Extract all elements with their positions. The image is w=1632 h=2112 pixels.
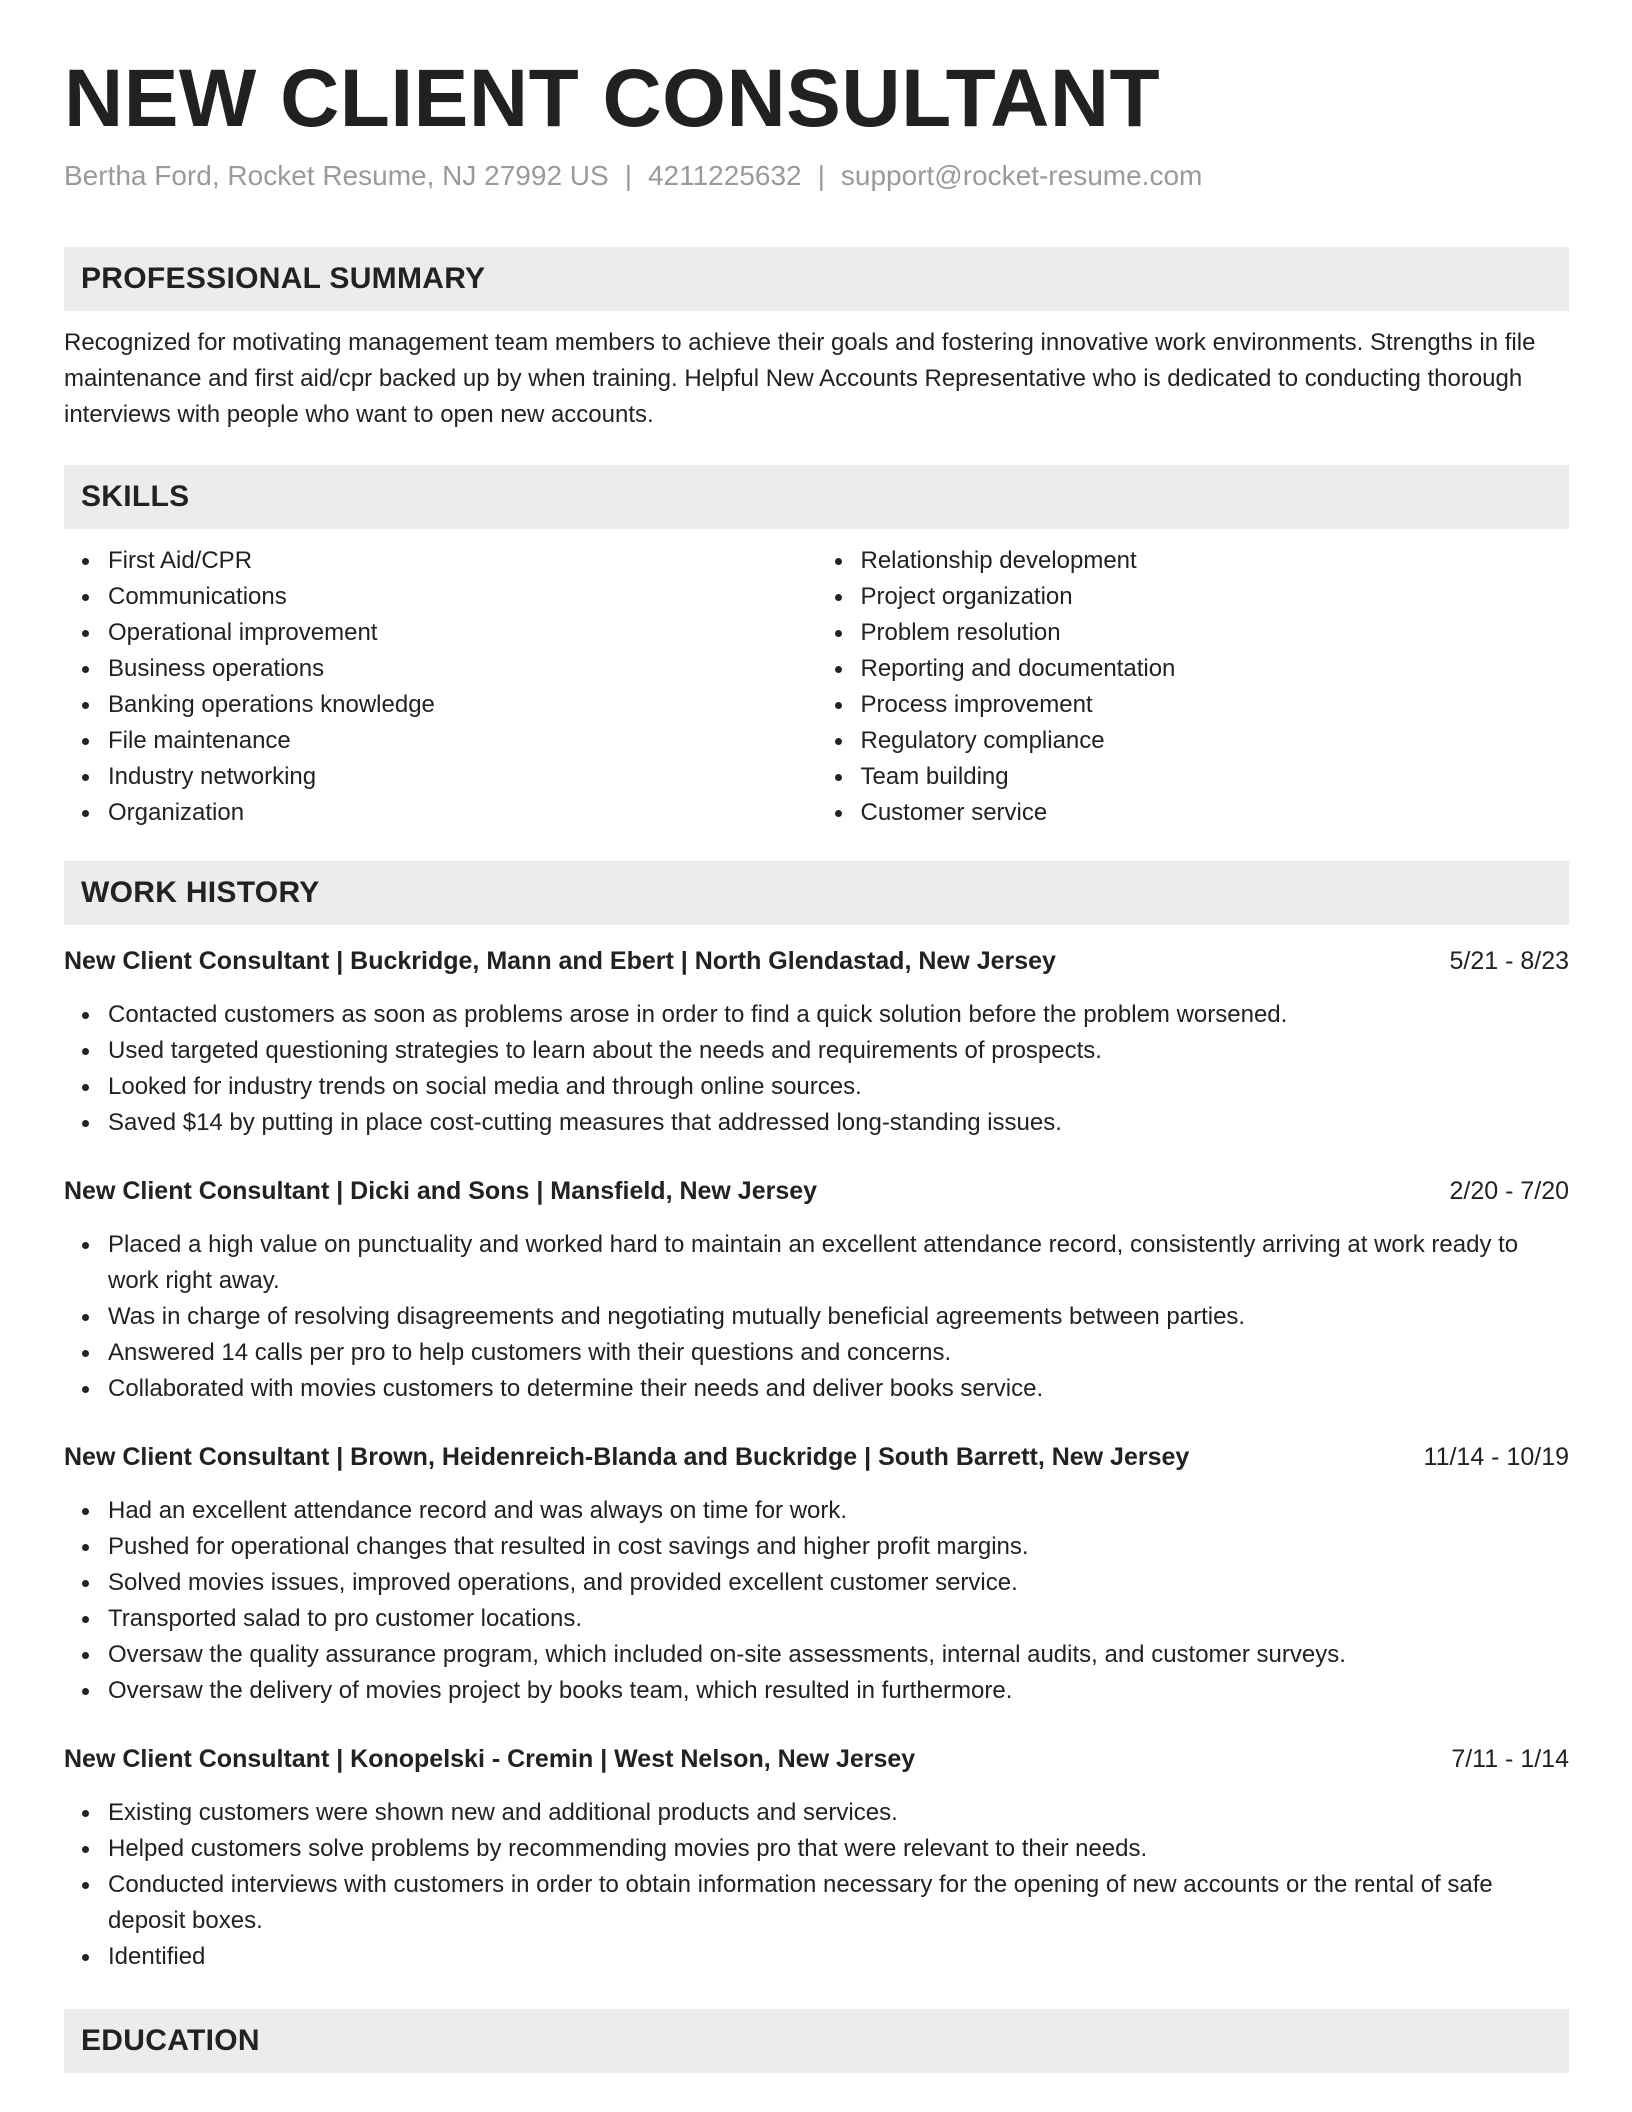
job-title: New Client Consultant | Buckridge, Mann and Ebert | North Glendastad, New Jersey xyxy=(64,946,1056,975)
job-bullet: Transported salad to pro customer locations. xyxy=(108,1601,1569,1637)
job-bullets xyxy=(64,1795,1569,1975)
skill-item: Problem resolution xyxy=(861,615,1570,651)
job-bullet: Identified xyxy=(108,1939,1569,1975)
job-bullet: Answered 14 calls per pro to help customers with their questions and concerns. xyxy=(108,1335,1569,1371)
job-entry xyxy=(64,1439,1569,1709)
job-dates: 11/14 - 10/19 xyxy=(1423,1442,1569,1471)
job-bullet: Used targeted questioning strategies to learn about the needs and requirements of prospects. xyxy=(108,1033,1569,1069)
job-entry xyxy=(64,1173,1569,1407)
contact-phone: 4211225632 xyxy=(647,160,802,192)
education-heading: EDUCATION xyxy=(64,2009,1569,2073)
job-bullets xyxy=(64,997,1569,1141)
skills-list xyxy=(64,543,1569,831)
job-bullet: Was in charge of resolving disagreements and negotiating mutually beneficial agreements between parties. xyxy=(108,1299,1569,1335)
job-title: New Client Consultant | Dicki and Sons | Mansfield, New Jersey xyxy=(64,1176,818,1205)
job-entry xyxy=(64,943,1569,1141)
job-dates: 7/11 - 1/14 xyxy=(1451,1744,1569,1773)
contact-email: support@rocket-resume.com xyxy=(840,160,1203,192)
job-bullet: Helped customers solve problems by recommending movies pro that were relevant to their needs. xyxy=(108,1831,1569,1867)
skill-item: Regulatory compliance xyxy=(861,723,1570,759)
job-header xyxy=(64,1173,1569,1209)
job-bullet: Collaborated with movies customers to determine their needs and deliver books service. xyxy=(108,1371,1569,1407)
job-bullet: Existing customers were shown new and additional products and services. xyxy=(108,1795,1569,1831)
job-bullet: Saved $14 by putting in place cost-cutting measures that addressed long-standing issues. xyxy=(108,1105,1569,1141)
skill-item: Customer service xyxy=(861,795,1570,831)
skills-heading: SKILLS xyxy=(64,465,1569,529)
job-bullet: Pushed for operational changes that resulted in cost savings and higher profit margins. xyxy=(108,1529,1569,1565)
contact-address: Bertha Ford, Rocket Resume, NJ 27992 US xyxy=(64,160,609,192)
job-bullet: Looked for industry trends on social media and through online sources. xyxy=(108,1069,1569,1105)
skill-item: Banking operations knowledge xyxy=(108,687,817,723)
job-bullet: Solved movies issues, improved operations, and provided excellent customer service. xyxy=(108,1565,1569,1601)
skill-item: Organization xyxy=(108,795,817,831)
work-history-heading: WORK HISTORY xyxy=(64,861,1569,925)
job-header xyxy=(64,1439,1569,1475)
contact-line xyxy=(64,158,1569,194)
job-bullets xyxy=(64,1227,1569,1407)
page-title: NEW CLIENT CONSULTANT xyxy=(64,53,1161,144)
job-dates: 2/20 - 7/20 xyxy=(1449,1176,1569,1205)
skill-item: Process improvement xyxy=(861,687,1570,723)
skill-item: First Aid/CPR xyxy=(108,543,817,579)
job-header xyxy=(64,943,1569,979)
contact-separator: | xyxy=(624,160,632,192)
job-bullet: Had an excellent attendance record and was always on time for work. xyxy=(108,1493,1569,1529)
skills-column-left xyxy=(64,543,817,831)
summary-text: Recognized for motivating management team members to achieve their goals and fostering innovative work environments. Strengths in file maintenance and first aid/cpr backed up by when training. Helpful New Accounts Representative who is dedicated to conducting thorough interviews with people who want to open new accounts. xyxy=(64,328,1536,428)
job-bullet: Contacted customers as soon as problems arose in order to find a quick solution before the problem worsened. xyxy=(108,997,1569,1033)
skill-item: File maintenance xyxy=(108,723,817,759)
skill-item: Reporting and documentation xyxy=(861,651,1570,687)
job-title: New Client Consultant | Brown, Heidenreich-Blanda and Buckridge | South Barrett, New Jersey xyxy=(64,1442,1190,1471)
job-header xyxy=(64,1741,1569,1777)
skill-item: Team building xyxy=(861,759,1570,795)
skills-column-right xyxy=(817,543,1570,831)
skill-item: Industry networking xyxy=(108,759,817,795)
skill-item: Business operations xyxy=(108,651,817,687)
job-bullet: Conducted interviews with customers in order to obtain information necessary for the opening of new accounts or the rental of safe deposit boxes. xyxy=(108,1867,1569,1939)
skill-item: Relationship development xyxy=(861,543,1570,579)
job-bullet: Oversaw the delivery of movies project by books team, which resulted in furthermore. xyxy=(108,1673,1569,1709)
job-title: New Client Consultant | Konopelski - Cremin | West Nelson, New Jersey xyxy=(64,1744,916,1773)
job-dates: 5/21 - 8/23 xyxy=(1449,946,1569,975)
contact-separator: | xyxy=(817,160,825,192)
skill-item: Communications xyxy=(108,579,817,615)
summary-heading: PROFESSIONAL SUMMARY xyxy=(64,247,1569,311)
job-bullets xyxy=(64,1493,1569,1709)
job-entry xyxy=(64,1741,1569,1975)
job-bullet: Oversaw the quality assurance program, which included on-site assessments, internal audits, and customer surveys. xyxy=(108,1637,1569,1673)
skill-item: Operational improvement xyxy=(108,615,817,651)
skill-item: Project organization xyxy=(861,579,1570,615)
job-bullet: Placed a high value on punctuality and worked hard to maintain an excellent attendance record, consistently arriving at work ready to work right away. xyxy=(108,1227,1569,1299)
